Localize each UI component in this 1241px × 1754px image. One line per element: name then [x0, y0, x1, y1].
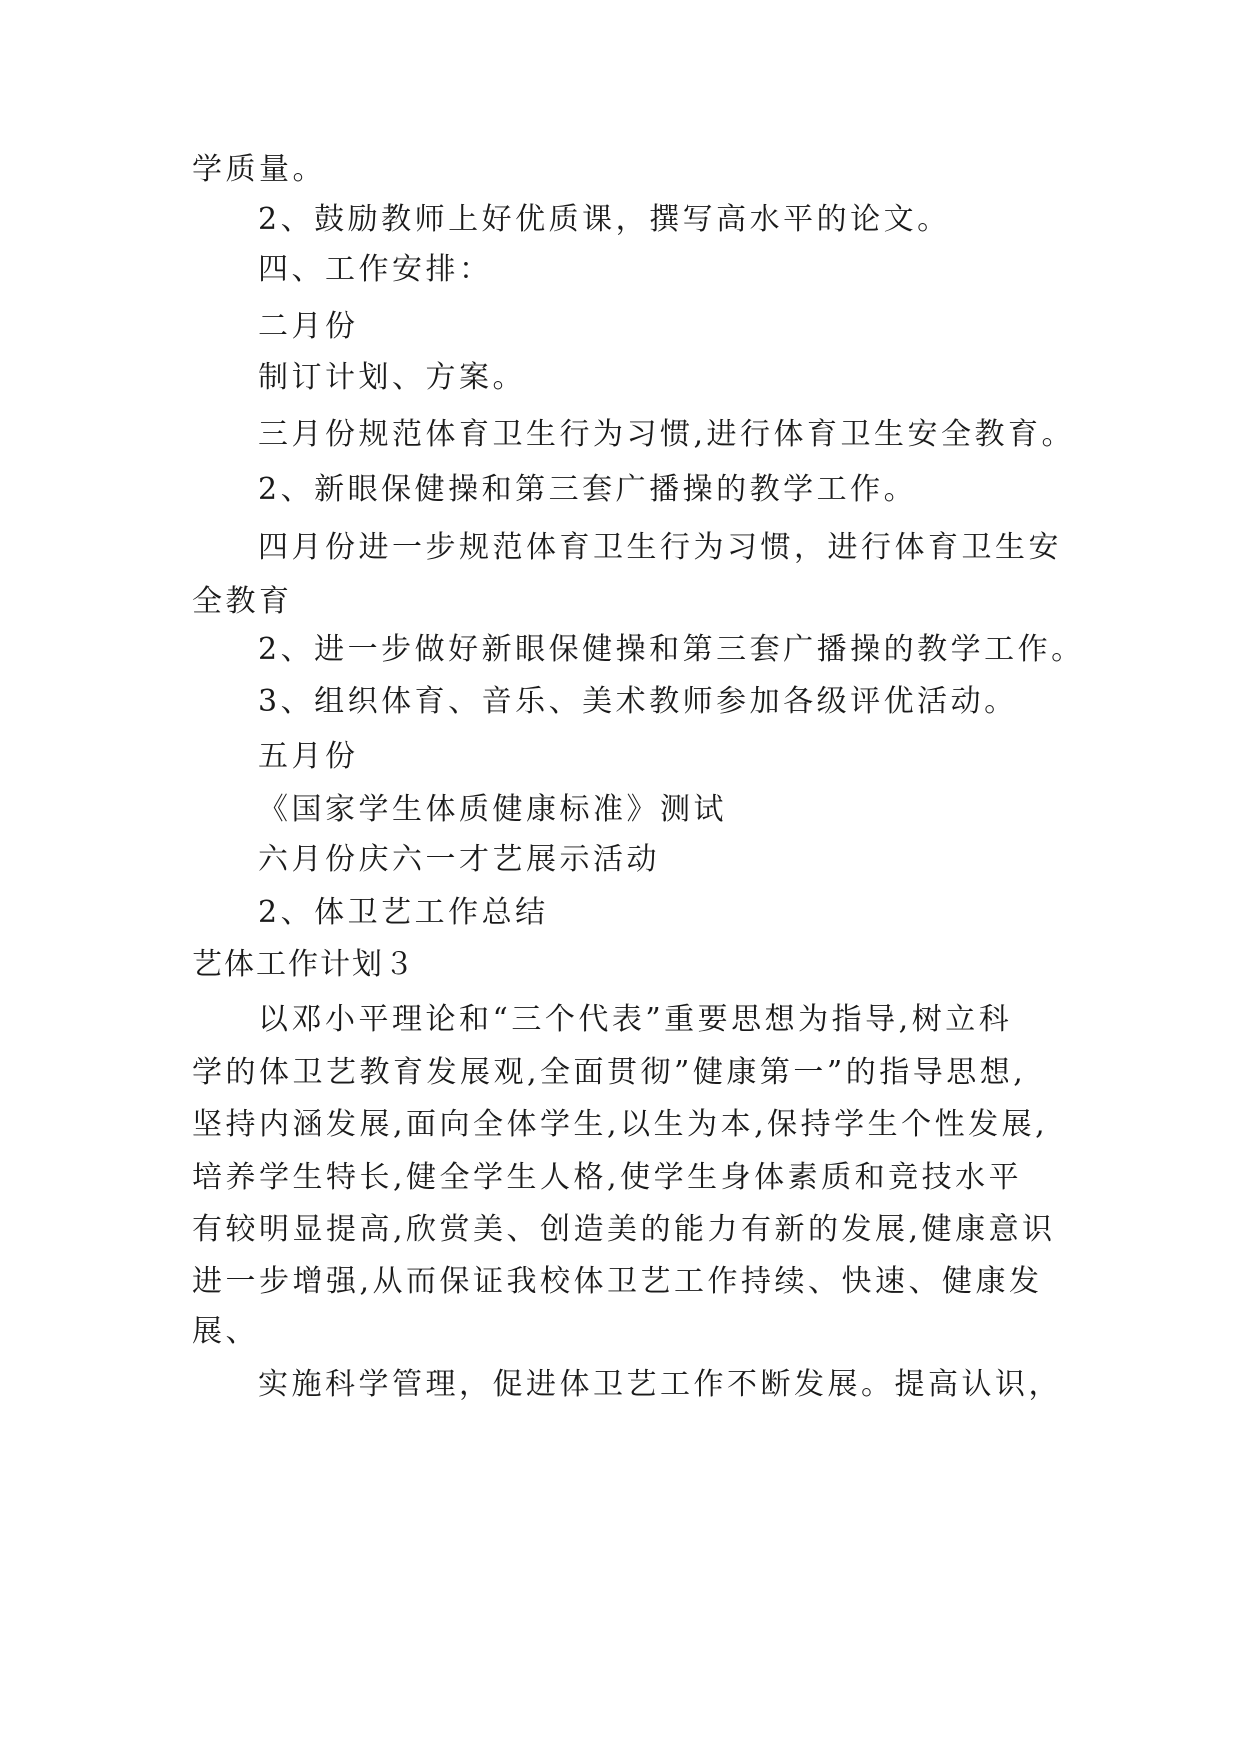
- section-heading: 四、工作安排：: [258, 252, 493, 287]
- paragraph-line: 展、: [192, 1314, 259, 1349]
- text-line: 六月份庆六一才艺展示活动: [258, 842, 660, 877]
- text-line: 3、组织体育、音乐、美术教师参加各级评优活动。: [258, 684, 1018, 719]
- text-line: 2、新眼保健操和第三套广播操的教学工作。: [258, 472, 918, 507]
- text-line: 三月份规范体育卫生行为习惯,进行体育卫生安全教育。: [258, 417, 1076, 452]
- text-line: 全教育: [192, 584, 293, 619]
- paragraph-line: 实施科学管理，促进体卫艺工作不断发展。提高认识，: [258, 1367, 1062, 1402]
- paragraph-line: 有较明显提高,欣赏美、创造美的能力有新的发展,健康意识: [192, 1212, 1056, 1247]
- text-line: 四月份进一步规范体育卫生行为习惯，进行体育卫生安: [258, 530, 1062, 565]
- paragraph-line: 进一步增强,从而保证我校体卫艺工作持续、快速、健康发: [192, 1264, 1043, 1299]
- text-line: 2、鼓励教师上好优质课，撰写高水平的论文。: [258, 202, 951, 237]
- section-title: 艺体工作计划３: [192, 947, 416, 982]
- month-label: 二月份: [258, 309, 359, 344]
- paragraph-line: 培养学生特长,健全学生人格,使学生身体素质和竞技水平: [192, 1160, 1023, 1195]
- paragraph-line: 以邓小平理论和“三个代表”重要思想为指导,树立科: [258, 1002, 1013, 1037]
- month-label: 五月份: [258, 739, 359, 774]
- paragraph-line: 坚持内涵发展,面向全体学生,以生为本,保持学生个性发展,: [192, 1107, 1049, 1142]
- paragraph-line: 学的体卫艺教育发展观,全面贯彻”健康第一”的指导思想,: [192, 1055, 1027, 1090]
- text-line: 《国家学生体质健康标准》测试: [258, 792, 727, 827]
- text-line: 2、进一步做好新眼保健操和第三套广播操的教学工作。: [258, 632, 1085, 667]
- text-line: 学质量。: [192, 152, 326, 187]
- text-line: 制订计划、方案。: [258, 360, 526, 395]
- text-line: 2、体卫艺工作总结: [258, 895, 549, 930]
